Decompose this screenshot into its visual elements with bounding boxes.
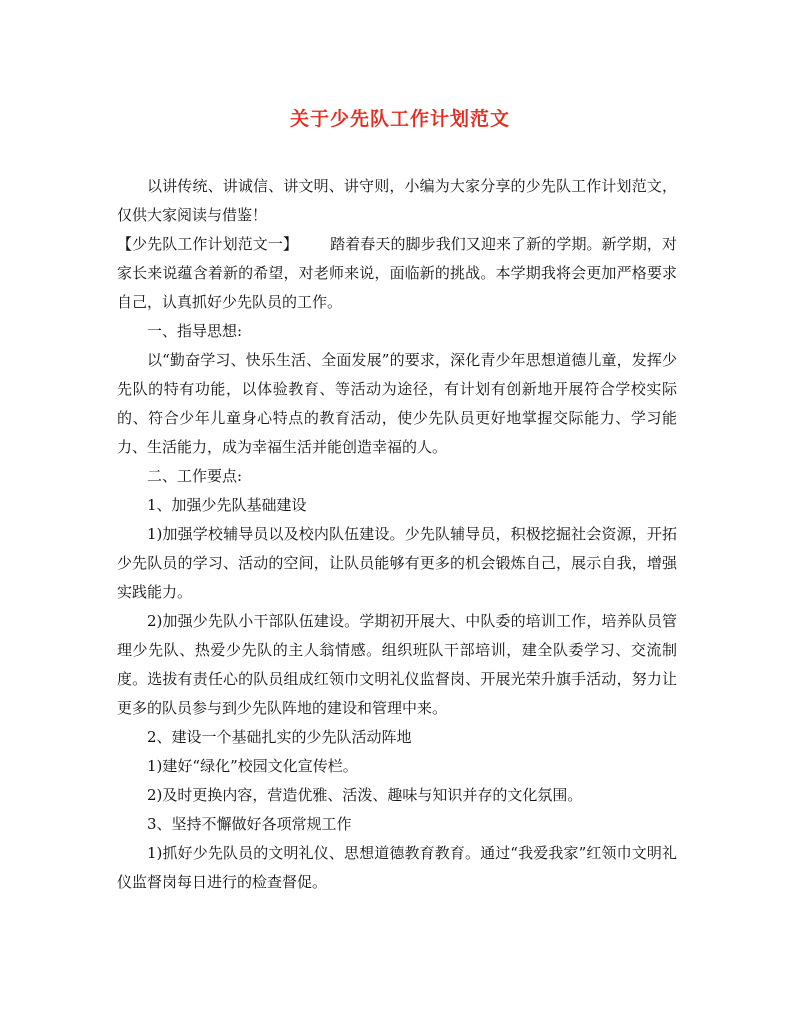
document-title: 关于少先队工作计划范文: [289, 108, 510, 130]
work-point-1: 1、加强少先队基础建设: [147, 496, 307, 514]
work-point-3: 3、坚持不懈做好各项常规工作: [147, 815, 352, 833]
work-point-2-1: 1)建好“绿化”校园文化宣传栏。: [147, 757, 358, 775]
work-point-3-1: 1)抓好少先队员的文明礼仪、思想道德教育教育。通过“我爱我家”红领巾文明礼仪监督岗每日进行的检查督促。: [117, 844, 677, 891]
section-paragraph: [117, 230, 677, 317]
guiding-thought-paragraph: 以“勤奋学习、快乐生活、全面发展”的要求，深化青少年思想道德儿童，发挥少先队的特有功能，以体验教育、等活动为途径，有计划有创新地开展符合学校实际的、符合少年儿童身心特点的教育活动，使少先队员更好地掌握交际能力、学习能力、生活能力，成为幸福生活并能创造幸福的人。: [117, 351, 677, 456]
work-point-1-2: 2)加强少先队小干部队伍建设。学期初开展大、中队委的培训工作，培养队员管理少先队、热爱少先队的主人翁情感。组织班队干部培训，建全队委学习、交流制度。选拔有责任心的队员组成红领巾文明礼仪监督岗、开展光荣升旗手活动，努力让更多的队员参与到少先队阵地的建设和管理中来。: [117, 612, 677, 717]
section-label: 【少先队工作计划范文一】: [117, 235, 299, 253]
heading-guiding-thought: 一、指导思想:: [147, 322, 243, 340]
work-point-2-2: 2)及时更换内容，营造优雅、活泼、趣味与知识并存的文化氛围。: [147, 786, 583, 804]
work-point-2: 2、建设一个基础扎实的少先队活动阵地: [147, 728, 412, 746]
work-point-1-1: 1)加强学校辅导员以及校内队伍建设。少先队辅导员，积极挖掘社会资源，开拓少先队员的学习、活动的空间，让队员能够有更多的机会锻炼自己，展示自我，增强实践能力。: [117, 525, 677, 601]
document-body: [117, 172, 677, 897]
heading-work-points: 二、工作要点:: [147, 467, 243, 485]
section-intro: 踏着春天的脚步我们又迎来了新的学期。新学期，对家长来说蕴含着新的希望，对老师来说，面临新的挑战。本学期我将会更加严格要求自己，认真抓好少先队员的工作。: [117, 235, 677, 311]
intro-paragraph: 以讲传统、讲诚信、讲文明、讲守则，小编为大家分享的少先队工作计划范文，仅供大家阅读与借鉴！: [117, 177, 677, 224]
